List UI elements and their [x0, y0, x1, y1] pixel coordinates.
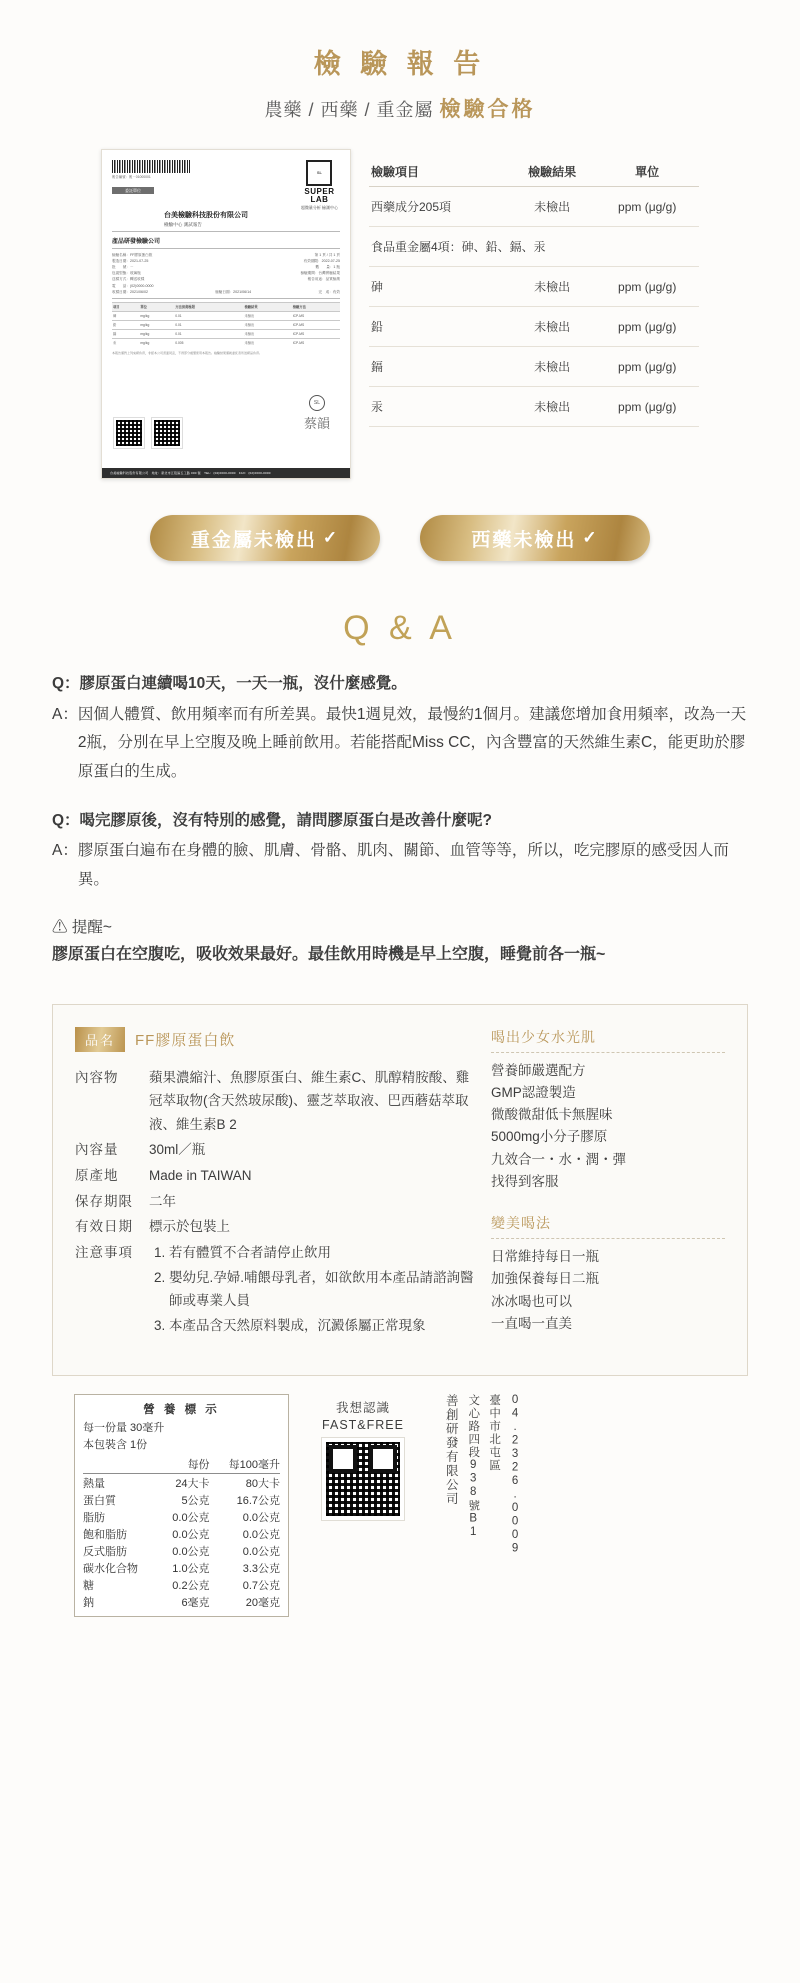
nutrition-table [74, 1394, 289, 1617]
list-item: 日常維持每日一瓶 [491, 1249, 599, 1265]
company-phone-vertical: 04.2326.0009 [509, 1394, 522, 1557]
table-row: 砷 mg/kg 0.01 未檢出 ICP-MS [112, 311, 340, 320]
scan-to-know-block[interactable] [303, 1394, 423, 1617]
qa-answer-label: A： [52, 705, 78, 723]
qa-question: Q：膠原蛋白連續喝10天，一天一瓶，沒什麼感覺。 [52, 675, 407, 692]
qa-section-title: Q & A [343, 609, 457, 647]
cert-seal-icon: SL [309, 395, 325, 411]
badge-label: 西藥未檢出 [471, 529, 577, 551]
company-address-line1: 臺中市北屯區 [488, 1394, 501, 1473]
table-row: 鉛 未檢出 ppm (μg/g) [369, 307, 699, 347]
page-subtitle [0, 93, 800, 123]
benefit-list [491, 1060, 725, 1194]
qa-answer [52, 701, 748, 787]
list-item: 內容量 30ml／瓶 [75, 1142, 206, 1158]
status-badge-western-medicine [420, 515, 650, 561]
list-item: 加強保養每日二瓶 [491, 1271, 599, 1287]
scan-label-line2: FAST&FREE [322, 1418, 404, 1433]
list-item: 保存期限 二年 [75, 1193, 176, 1209]
list-item: 5000mg小分子膠原 [491, 1129, 608, 1145]
table-row: 糖 0.2公克 0.7公克 [83, 1579, 280, 1592]
list-item: 一直喝一直美 [491, 1315, 572, 1331]
check-icon: ✓ [582, 528, 599, 547]
product-benefit-column [491, 1027, 725, 1356]
list-item: 有效日期 標示於包裝上 [75, 1219, 230, 1235]
note-heading [52, 915, 748, 937]
report-section [0, 149, 800, 479]
lab-logo-name2: LAB [310, 195, 329, 204]
warning-icon: ⚠ [52, 918, 68, 936]
qa-section [52, 670, 748, 970]
result-col-result: 檢驗結果 [509, 157, 596, 187]
company-name-vertical: 善創研發有限公司 [444, 1394, 459, 1507]
table-head-row: 每份 每100毫升 [83, 1456, 280, 1474]
product-name-row [75, 1027, 475, 1052]
product-name-tag: 品名 [75, 1027, 125, 1052]
product-name: FF膠原蛋白飲 [135, 1031, 236, 1049]
qa-answer-text: 膠原蛋白遍布在身體的臉、肌膚、骨骼、肌肉、關節、血管等等，所以，吃完膠原的感受因人而異。 [77, 842, 729, 889]
product-spec-column [75, 1027, 475, 1356]
list-item: 營養師嚴選配方 [491, 1062, 586, 1078]
table-row: 汞 未檢出 ppm (μg/g) [369, 387, 699, 427]
status-badge-heavy-metal [150, 515, 380, 561]
scan-label-line1: 我想認識 [335, 1401, 390, 1416]
lab-logo [301, 160, 338, 211]
list-item: 2. 嬰幼兒.孕婦.哺餵母乳者，如欲飲用本產品請諮詢醫師或專業人員 [169, 1266, 475, 1313]
badge-row [0, 515, 800, 561]
list-item: 3. 本產品含天然原料製成，沉澱係屬正常現象 [169, 1314, 475, 1338]
list-item: 微酸微甜低卡無腥味 [491, 1107, 613, 1123]
list-item: 九效合一・水・潤・彈 [491, 1151, 626, 1167]
table-row: 碳水化合物 1.0公克 3.3公克 [83, 1562, 280, 1575]
cert-meta-list: 檢驗名稱：FF膠原蛋白飲 第 1 頁 / 共 1 頁 製造日期：2021-07-25 有效期限：2022-07-25 批 號：－ 數 量：1 瓶 包裝型態：玻璃瓶 檢驗期間：台灣實驗結果 送樣方式：轉送收樣 報告用途：品質檢測 電 話：(02)0000-0000 收樣日期：2021/06/02 檢驗日期：2021/06/14 完 成：有效 [112, 253, 340, 294]
list-item: 內容物 蘋果濃縮汁、魚膠原蛋白、維生素C、肌醇精胺酸、雞冠萃取物(含天然玻尿酸)、靈芝萃取液、巴西蘑菇萃取液、維生素B 2 [75, 1069, 470, 1132]
badge-label: 重金屬未檢出 [190, 529, 317, 551]
usage-list [491, 1246, 725, 1335]
company-address-line2: 文心路四段938號B1 [467, 1394, 480, 1540]
lab-logo-name: SUPER [304, 187, 335, 196]
result-summary-table [369, 149, 699, 427]
subtitle-left: 農藥 / 西藥 / 重金屬 [264, 100, 434, 120]
lab-certificate-image [101, 149, 351, 479]
list-item: 1. 若有體質不合者請停止飲用 [169, 1241, 475, 1265]
table-row: 砷 未檢出 ppm (μg/g) [369, 267, 699, 307]
company-address-block [437, 1394, 522, 1617]
cert-result-table [112, 302, 340, 347]
product-notice-list [149, 1241, 475, 1339]
table-row: 鈉 6毫克 20毫克 [83, 1596, 280, 1609]
note-heading-text: 提醒~ [71, 918, 112, 936]
table-row: 鎘 mg/kg 0.01 未檢出 ICP-MS [112, 329, 340, 338]
barcode-label: 報告編號：報－01000001 [112, 175, 151, 179]
qr-code-icon[interactable] [322, 1438, 404, 1520]
product-spec-list [75, 1066, 475, 1339]
page-header [0, 0, 800, 123]
list-item: 原產地 Made in TAIWAN [75, 1168, 252, 1183]
table-row: 反式脂肪 0.0公克 0.0公克 [83, 1545, 280, 1558]
divider [491, 1052, 725, 1053]
benefit-group: 喝出少女水光肌 營養師嚴選配方 GMP認證製造 微酸微甜低卡無腥味 5000mg小分子膠原 九效合一・水・潤・彈 找得到客服 [491, 1027, 725, 1194]
qa-answer-text: 因個人體質、飲用頻率而有所差異。最快1週見效，最慢約1個月。建議您增加食用頻率，改為一天2瓶，分別在早上空腹及晚上睡前飲用。若能搭配Miss CC，內含豐富的天然維生素C，能更助於膠原蛋白的生成。 [77, 705, 747, 781]
cert-bottom-bar: 台美檢驗科技股份有限公司 地址：新北市五股區五工路 000 號 TEL：(02)0000-0000 FAX：(02)0000-0000 [102, 468, 350, 478]
table-row: 西藥成分205項 未檢出 ppm (μg/g) [369, 187, 699, 227]
table-row: 鉛 mg/kg 0.01 未檢出 ICP-MS [112, 320, 340, 329]
usage-group: 變美喝法 日常維持每日一瓶 加強保養每日二瓶 冰冰喝也可以 一直喝一直美 [491, 1213, 725, 1335]
product-info-panel [52, 1004, 748, 1377]
subtitle-highlight: 檢驗合格 [439, 98, 536, 121]
cert-section-title: 產品研發檢驗公司 [112, 239, 161, 245]
result-col-item: 檢驗項目 [369, 157, 509, 187]
table-row: 熱量 24大卡 80大卡 [83, 1477, 280, 1490]
list-item: GMP認證製造 [491, 1084, 576, 1100]
qr-code-icon-2 [152, 418, 182, 448]
cert-signature-name: 蔡韻 [303, 416, 330, 431]
page-title: 檢 驗 報 告 [313, 49, 487, 79]
nutrition-serving: 每一份量 30毫升 [83, 1422, 165, 1435]
list-item: 冰冰喝也可以 [491, 1293, 572, 1309]
cert-footer-note: 本報告僅對上列來樣負責，非經本公司書面同意，不得部分複製使用本報告。檢驗結果僅就委託者所送樣品負責。 [112, 350, 263, 355]
divider [491, 1238, 725, 1239]
table-row: 汞 mg/kg 0.005 未檢出 ICP-MS [112, 338, 340, 347]
barcode-icon [112, 160, 190, 173]
cert-signature [304, 395, 330, 432]
table-head-row: 項目 單位 方法偵測極限 檢驗結果 檢驗方法 [112, 302, 340, 311]
bottom-strip [52, 1394, 748, 1617]
table-row: 食品重金屬4項：砷、鉛、鎘、汞 [369, 227, 699, 267]
table-row: 脂肪 0.0公克 0.0公克 [83, 1511, 280, 1524]
qa-answer-label: A： [52, 842, 78, 860]
qa-item [52, 807, 748, 895]
list-item: 找得到客服 [491, 1173, 559, 1189]
cert-company: 台美檢驗科技股份有限公司 [164, 212, 248, 219]
table-row: 飽和脂肪 0.0公克 0.0公克 [83, 1528, 280, 1541]
qa-question: Q：喝完膠原後，沒有特別的感覺，請問膠原蛋白是改善什麼呢? [52, 811, 493, 829]
nutrition-title: 營 養 標 示 [143, 1404, 220, 1417]
lab-logo-sub: 超微量分析 檢測中心 [300, 205, 338, 210]
cert-tagbar: 委託單位 [112, 187, 154, 194]
table-row: 蛋白質 5公克 16.7公克 [83, 1494, 280, 1507]
lab-logo-mark: SL [306, 160, 332, 186]
cert-company-sub: 檢驗中心 測試報告 [164, 222, 203, 227]
nutrition-per-pack: 本包裝含 1份 [83, 1438, 148, 1451]
result-header-row [369, 157, 699, 187]
qa-item [52, 670, 748, 787]
table-row: 鎘 未檢出 ppm (μg/g) [369, 347, 699, 387]
qa-answer [52, 837, 748, 894]
note-body: 膠原蛋白在空腹吃，吸收效果最好。最佳飲用時機是早上空腹，睡覺前各一瓶~ [52, 945, 606, 963]
check-icon: ✓ [322, 528, 340, 547]
result-col-unit: 單位 [595, 157, 699, 187]
qr-code-icon [114, 418, 144, 448]
list-item: 注意事項 1. 若有體質不合者請停止飲用 2. 嬰幼兒.孕婦.哺餵母乳者，如欲飲用本產品請諮詢醫師或專業人員 3. 本產品含天然原料製成，沉澱係屬正常現象 [75, 1241, 475, 1339]
